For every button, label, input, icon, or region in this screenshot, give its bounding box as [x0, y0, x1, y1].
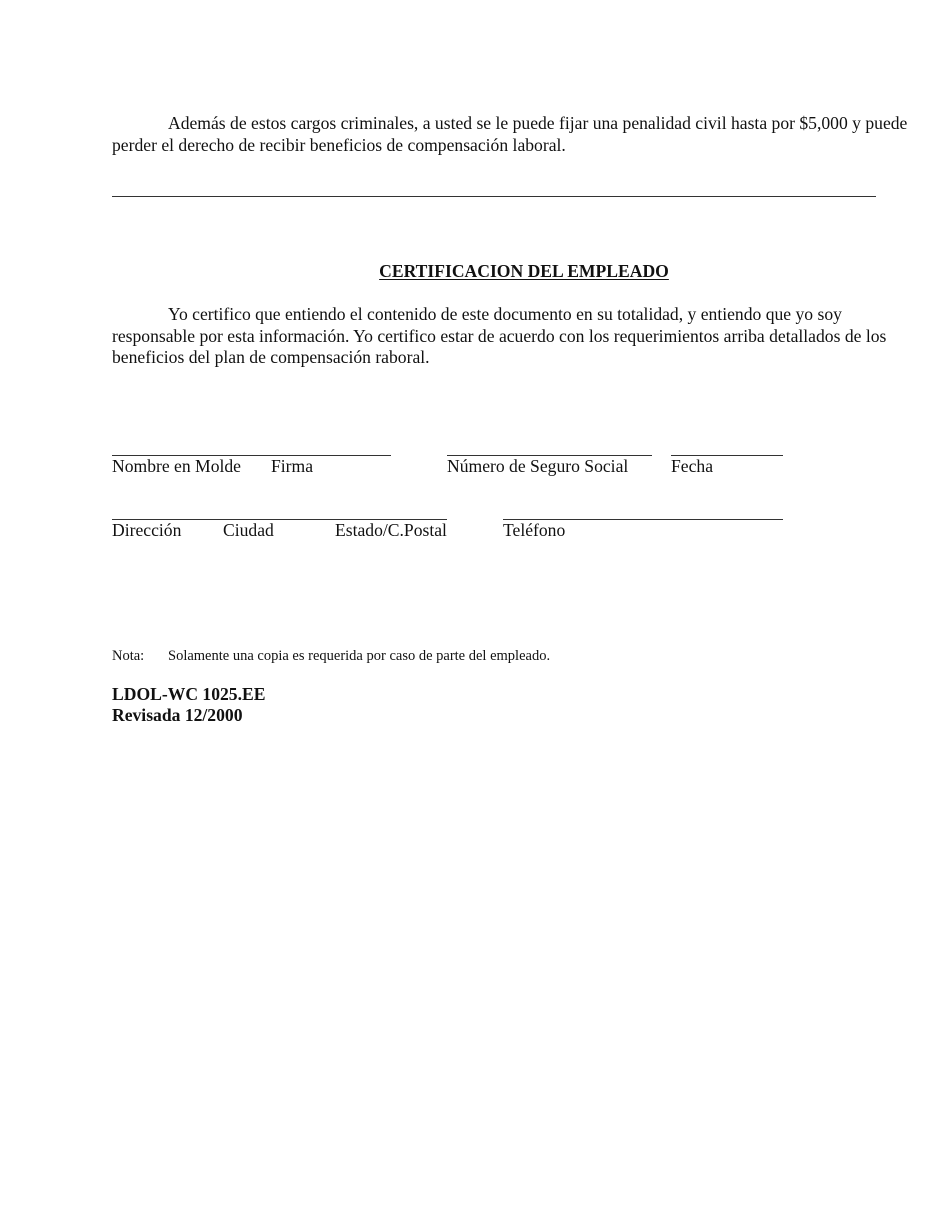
note-label: Nota:	[112, 648, 145, 664]
date-label: Fecha	[671, 456, 714, 476]
phone-label: Teléfono	[503, 520, 566, 540]
name-label: Nombre en Molde	[112, 456, 241, 476]
penalty-paragraph: Además de estos cargos criminales, a usted se le puede fijar una penalidad civil hasta por $5,000 y puede perder el derecho de recibir beneficios de compensación laboral.	[112, 113, 908, 155]
certification-title: CERTIFICACION DEL EMPLEADO	[379, 261, 669, 281]
note-text: Solamente una copia es requerida por caso de parte del empleado.	[168, 648, 551, 664]
certification-paragraph: Yo certifico que entiendo el contenido de este documento en su totalidad, y entiendo que yo soy responsable por esta información. Yo certifico estar de acuerdo con los requerimientos arriba detallados de los beneficios del plan de compensación raboral.	[112, 304, 887, 367]
section-divider	[112, 196, 876, 197]
signature-label: Firma	[271, 456, 314, 476]
state-zip-label: Estado/C.Postal	[335, 520, 447, 540]
form-revision-date: Revisada 12/2000	[112, 705, 243, 725]
form-code: LDOL-WC 1025.EE	[112, 684, 266, 704]
city-label: Ciudad	[223, 520, 274, 540]
ssn-label: Número de Seguro Social	[447, 456, 629, 476]
address-label: Dirección	[112, 520, 182, 540]
